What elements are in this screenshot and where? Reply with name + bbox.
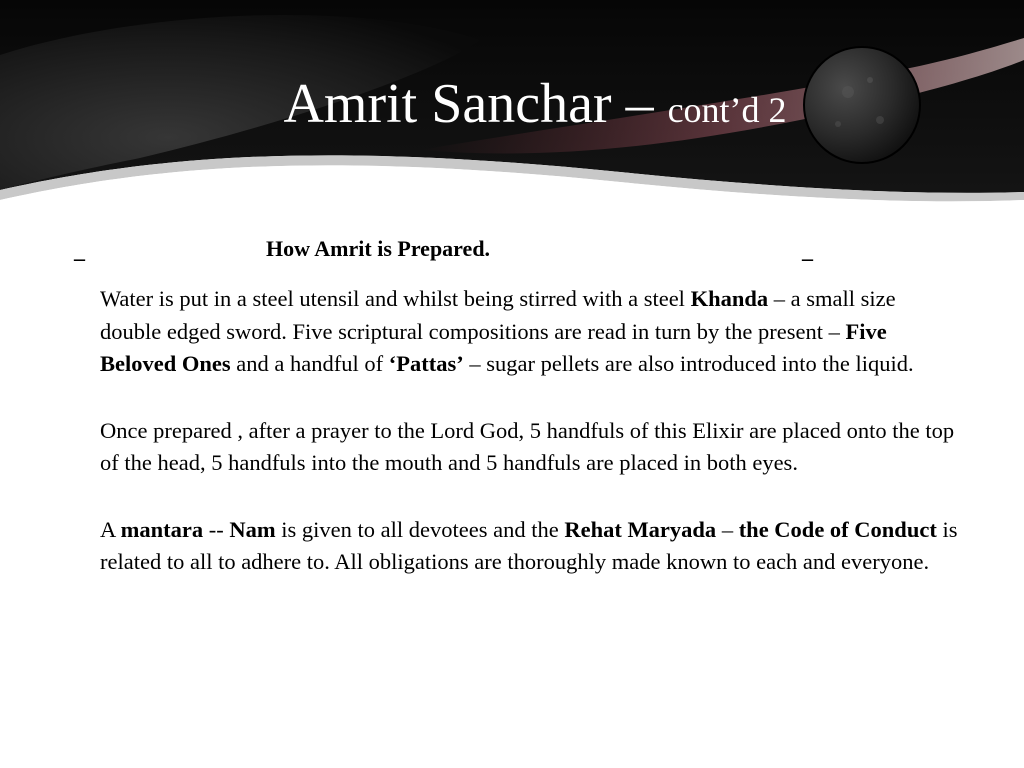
- subheading: How Amrit is Prepared.: [266, 236, 491, 261]
- slide-title: [0, 72, 1024, 136]
- text-run: Water is put in a steel utensil and whilst being stirred with a steel: [100, 286, 691, 311]
- paragraph-preparation: [100, 283, 960, 381]
- paragraph-code-of-conduct: [100, 514, 960, 579]
- paragraph-handfuls: [100, 415, 960, 480]
- text-run: --: [203, 516, 230, 542]
- subheading-left-mark: _: [74, 238, 85, 263]
- text-run: is related to all to adhere to. All obligations are thoroughly made known to each and everyone.: [100, 516, 958, 574]
- text-run-bold: ‘Pattas’: [388, 351, 464, 376]
- text-run: and a handful of: [230, 351, 389, 376]
- slide-title-sub: cont’d 2: [667, 90, 787, 130]
- body-text: [100, 283, 960, 613]
- text-run: is given to all devotees and the: [275, 516, 565, 542]
- text-run-bold: Khanda: [690, 286, 769, 311]
- text-run: A: [100, 516, 121, 542]
- slide-title-main: Amrit Sanchar –: [283, 73, 668, 135]
- text-run: – a small size double edged sword. Five scriptural compositions are read in turn by the present –: [100, 286, 896, 344]
- text-run-bold: Nam: [229, 516, 276, 542]
- text-run-bold: the Code of Conduct: [738, 516, 937, 542]
- subheading-row: [0, 236, 1024, 272]
- text-run: Once prepared , after a prayer to the Lord God, 5 handfuls of this Elixir are placed onto the top of the head, 5 handfuls into the mouth and 5 handfuls are placed in both eyes.: [100, 417, 955, 475]
- text-run-bold: mantara: [120, 516, 204, 542]
- text-run: –: [716, 516, 739, 542]
- text-run-bold: Rehat Maryada: [564, 516, 717, 542]
- subheading-right-mark: _: [802, 238, 813, 263]
- text-run: – sugar pellets are also introduced into the liquid.: [463, 351, 914, 376]
- text-run-bold: Five Beloved Ones: [100, 318, 887, 376]
- space-header-banner: [0, 0, 1024, 215]
